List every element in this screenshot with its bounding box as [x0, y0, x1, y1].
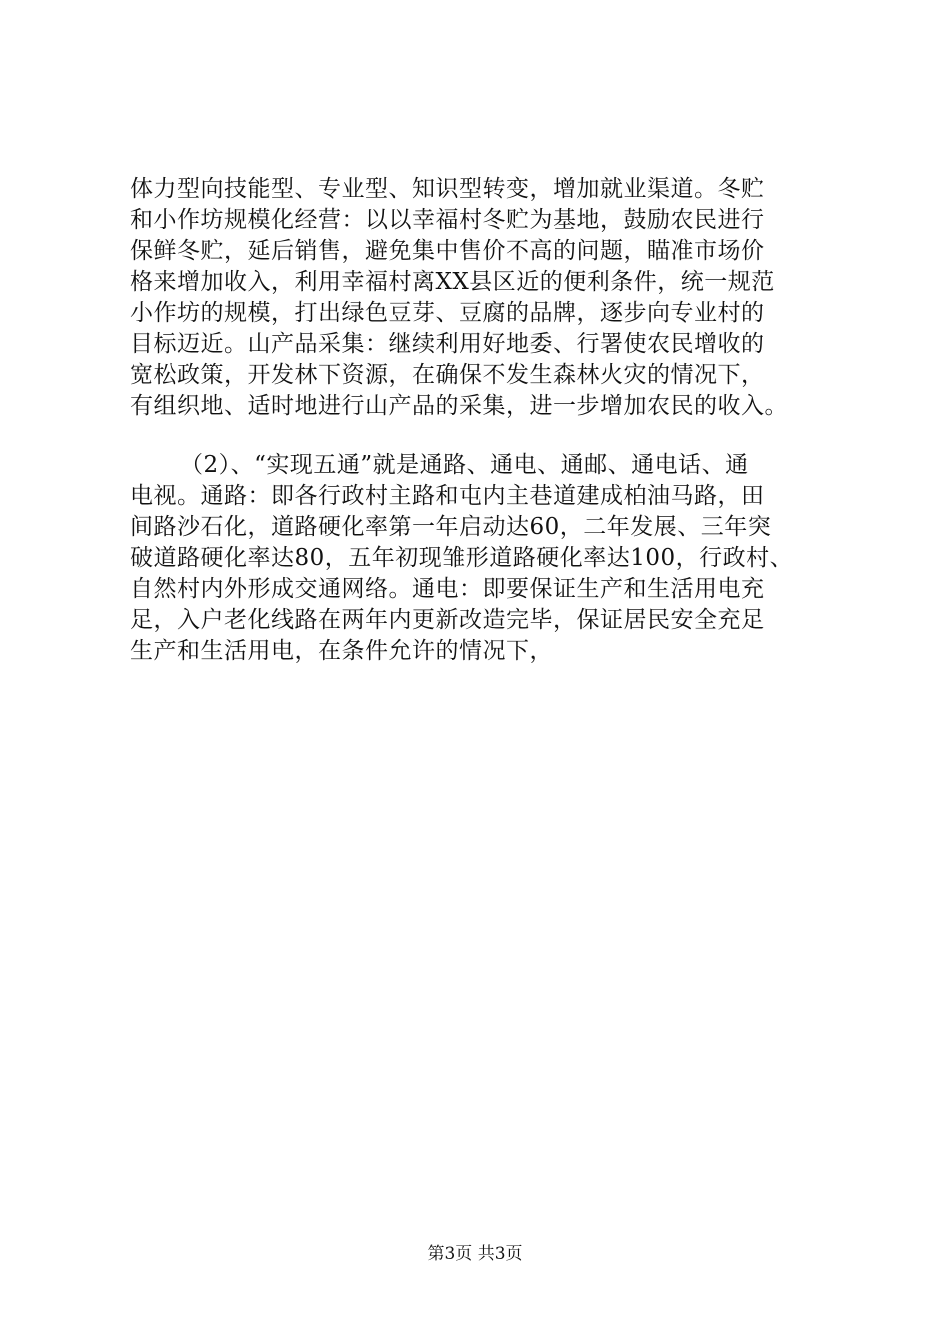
text-line: 有组织地、适时地进行山产品的采集，进一步增加农民的收入。: [130, 393, 788, 419]
text-line: 体力型向技能型、专业型、知识型转变，增加就业渠道。冬贮: [130, 176, 765, 202]
paragraph-1: [130, 174, 830, 422]
text-line: 生产和生活用电，在条件允许的情况下，: [130, 638, 553, 664]
text-line: 间路沙石化，道路硬化率第一年启动达60，二年发展、三年突: [130, 514, 772, 540]
text-line: 保鲜冬贮，延后销售，避免集中售价不高的问题，瞄准市场价: [130, 238, 765, 264]
text-line: 宽松政策，开发林下资源，在确保不发生森林火灾的情况下，: [130, 362, 765, 388]
text-line: 和小作坊规模化经营：以以幸福村冬贮为基地，鼓励农民进行: [130, 207, 765, 233]
paragraph-2: [130, 450, 830, 667]
text-line: 自然村内外形成交通网络。通电：即要保证生产和生活用电充: [130, 576, 765, 602]
page-footer: 第3页 共3页: [427, 1244, 523, 1264]
text-line: 足，入户老化线路在两年内更新改造完毕，保证居民安全充足: [130, 607, 765, 633]
text-line: 目标迈近。山产品采集：继续利用好地委、行署使农民增收的: [130, 331, 765, 357]
text-line: 小作坊的规模，打出绿色豆芽、豆腐的品牌，逐步向专业村的: [130, 300, 765, 326]
text-line: 格来增加收入，利用幸福村离XX县区近的便利条件，统一规范: [130, 269, 775, 295]
text-line: 破道路硬化率达80，五年初现雏形道路硬化率达100，行政村、: [130, 545, 794, 571]
text-line: 电视。通路：即各行政村主路和屯内主巷道建成柏油马路，田: [130, 483, 765, 509]
text-line: （2）、“实现五通”就是通路、通电、通邮、通电话、通: [180, 452, 749, 478]
